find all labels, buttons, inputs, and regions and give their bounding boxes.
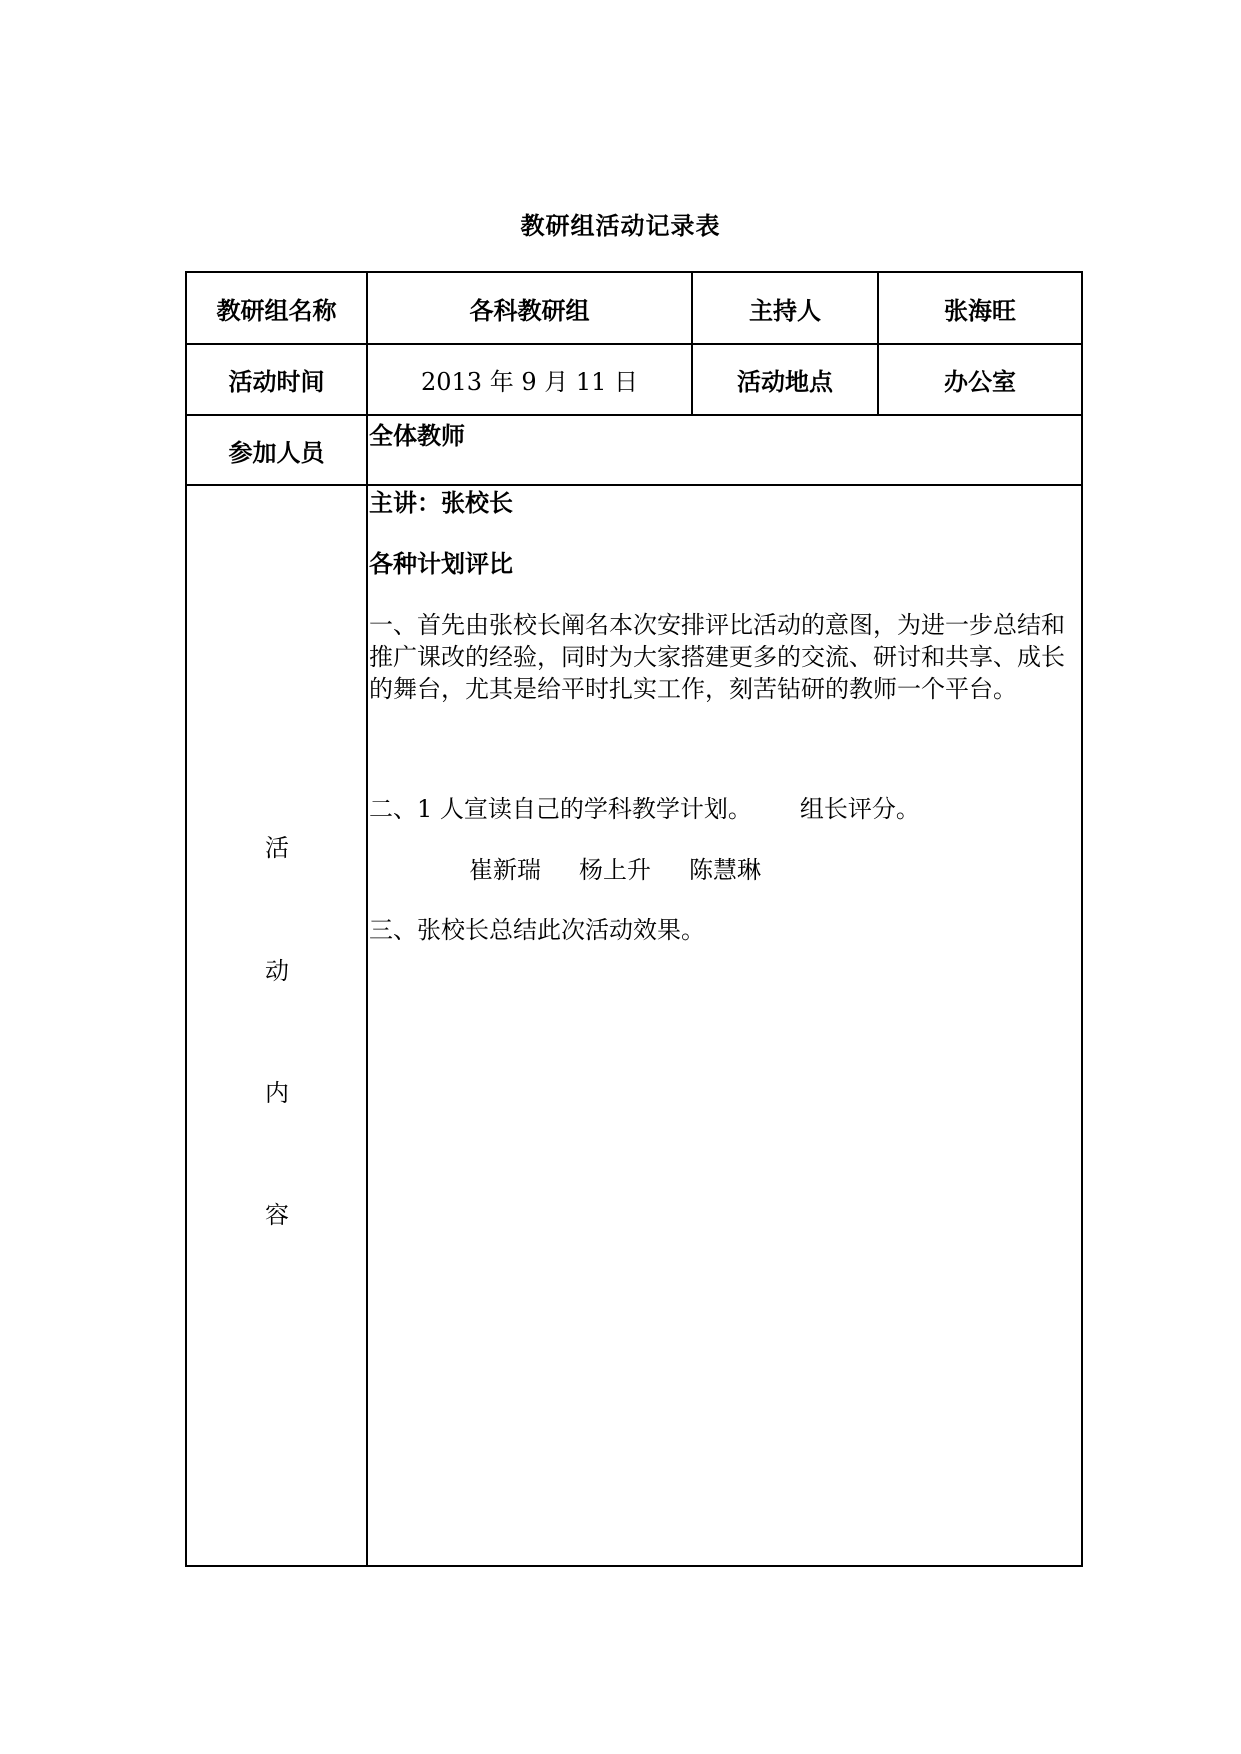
name: 崔新瑞 bbox=[469, 856, 541, 884]
name: 杨上升 bbox=[579, 856, 651, 884]
item-1-line: 一、首先由张校长阐名本次安排评比活动的意图，为进一步总结和 bbox=[369, 611, 1065, 639]
time-value: 2013 年 9 月 11 日 bbox=[420, 368, 639, 396]
place-label: 活动地点 bbox=[737, 368, 833, 396]
activity-label-char: 内 bbox=[265, 1079, 289, 1107]
place-value: 办公室 bbox=[944, 368, 1016, 396]
group-name-value: 各科教研组 bbox=[469, 296, 590, 325]
participants-label: 参加人员 bbox=[228, 438, 325, 467]
participants-value: 全体教师 bbox=[369, 422, 465, 450]
host-value: 张海旺 bbox=[944, 296, 1016, 325]
speaker-line: 主讲：张校长 bbox=[369, 489, 513, 517]
time-label: 活动时间 bbox=[228, 368, 325, 396]
item-3-line: 三、张校长总结此次活动效果。 bbox=[369, 916, 705, 944]
item-2-tail: 组长评分。 bbox=[799, 795, 920, 823]
document-title: 教研组活动记录表 bbox=[520, 212, 721, 240]
item-1-line: 的舞台，尤其是给平时扎实工作，刻苦钻研的教师一个平台。 bbox=[369, 675, 1017, 703]
item-1-line: 推广课改的经验，同时为大家搭建更多的交流、研讨和共享、成长 bbox=[369, 643, 1065, 671]
topic-line: 各种计划评比 bbox=[369, 550, 513, 578]
activity-label-char: 动 bbox=[265, 957, 289, 985]
names-line bbox=[369, 854, 1081, 886]
activity-label-char: 活 bbox=[265, 834, 289, 862]
item-2-line bbox=[369, 793, 1081, 825]
name: 陈慧琳 bbox=[689, 856, 761, 884]
item-2-main: 二、1 人宣读自己的学科教学计划。 bbox=[369, 795, 752, 823]
record-table bbox=[185, 271, 1083, 1567]
activity-label-char: 容 bbox=[265, 1201, 289, 1229]
group-name-label: 教研组名称 bbox=[216, 296, 337, 325]
column-divider bbox=[366, 273, 368, 1565]
activity-content bbox=[369, 485, 1081, 946]
host-label: 主持人 bbox=[749, 296, 821, 325]
